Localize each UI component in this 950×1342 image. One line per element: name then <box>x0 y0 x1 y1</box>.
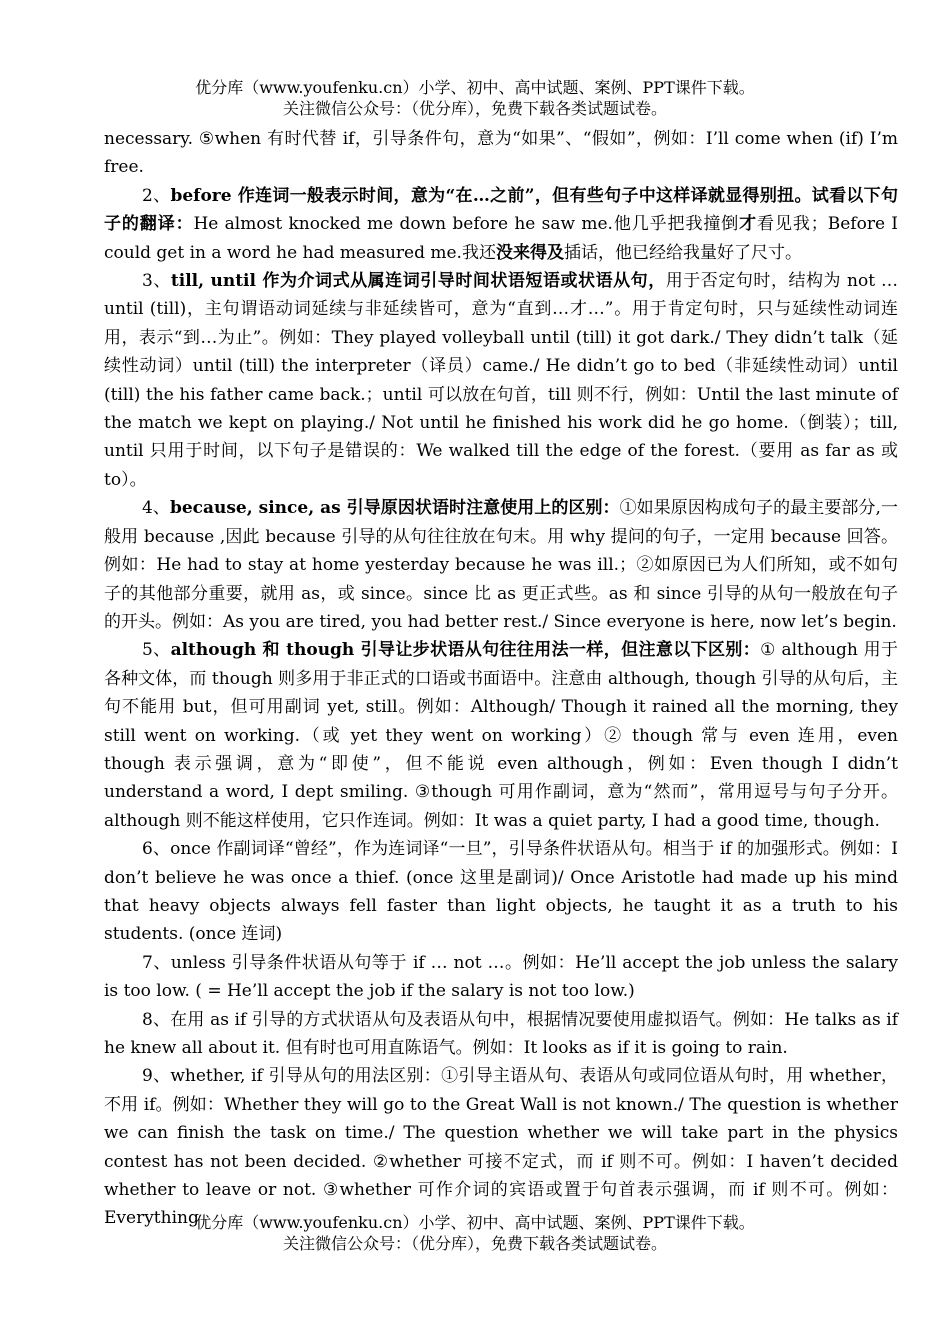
paragraph-2-text-c: 插话，他已经给我量好了尺寸。 <box>563 242 802 263</box>
paragraph-4-heading: because, since, as 引导原因状语时注意使用上的区别： <box>169 498 620 519</box>
paragraph-2 <box>104 182 898 267</box>
paragraph-4-number: 4、 <box>142 498 170 519</box>
paragraph-3-text: 用于否定句时，结构为 not …until (till)，主句谓语动词延续与非延续皆可，意为“直到…才…”。用于肯定句时，只与延续性动词连用，表示“到…为止”。例如：They played volleyball until (till) it got dark./ They didn’t talk（延续性动词）until (till) the interpreter（译员）came./ He didn’t go to bed（非延续性动词）until (till) the his father came back.；until 可以放在句首，till 则不行，例如：Until the last minute of the match we kept on playing./ Not until he finished his work did he go home.（倒装）；till, until 只用于时间，以下句子是错误的：We walked till the edge of the forest.（要用 as far as 或 to）。 <box>104 271 898 490</box>
paragraph-3 <box>104 267 898 494</box>
paragraph-2-text-b: 看见我；Before I could get in a word he had measured me.我还 <box>104 214 899 263</box>
paragraph-4 <box>104 494 898 636</box>
paragraph-2-number: 2、 <box>142 185 171 206</box>
paragraph-2-emphasis-1: 才 <box>739 214 758 235</box>
footer-line-1: 优分库（www.youfenku.cn）小学、初中、高中试题、案例、PPT课件下载。 <box>195 1213 755 1232</box>
paragraph-continuation: necessary. ⑤when 有时代替 if，引导条件句，意为“如果”、“假如”，例如：I’ll come when (if) I’m free. <box>104 129 898 178</box>
paragraph-2-emphasis-2: 没来得及 <box>495 242 564 263</box>
paragraph-5-heading: although 和 though 引导让步状语从句往往用法一样，但注意以下区别： <box>170 640 761 661</box>
paragraph-9: 9、whether, if 引导从句的用法区别：①引导主语从句、表语从句或同位语从句时，用 whether，不用 if。例如：Whether they will go to the Great Wall is not known./ The question is whether we can finish the task on time./ The question whether we will take part in the physics contest has not been decided. ②whether 可接不定式，而 if 则不可。例如：I haven’t decided whether to leave or not. ③whether 可作介词的宾语或置于句首表示强调，而 if 则不可。例如：Everything <box>104 1066 898 1229</box>
paragraph-8: 8、在用 as if 引导的方式状语从句及表语从句中，根据情况要使用虚拟语气。例如：He talks as if he knew all about it. 但有时也可用直陈语气。例如：It looks as if it is going to rain. <box>104 1009 898 1058</box>
paragraph-5-text: ① although 用于各种文体，而 though 则多用于非正式的口语或书面语中。注意由 although, though 引导的从句后，主句不能用 but，但可用副词 yet, still。例如：Although/ Though it rained all the morning, they still went on working.（或 yet they went on working）② though 常与 even 连用，even though 表示强调，意为“即使”，但不能说 even although，例如：Even though I didn’t understand a word, I dept smiling. ③though 可用作副词，意为“然而”，常用逗号与句子分开。although 则不能这样使用，它只作连词。例如：It was a quiet party, I had a good time, though. <box>104 640 898 831</box>
paragraph-2-heading: before 作连词一般表示时间，意为“在…之前”，但有些句子中这样译就显得别扭。试看以下句子的翻译： <box>104 185 898 235</box>
paragraph-6: 6、once 作副词译“曾经”，作为连词译“一旦”，引导条件状语从句。相当于 if 的加强形式。例如：I don’t believe he was once a thief. (once 这里是副词)/ Once Aristotle had made up his mind that heavy objects always fell faster than light objects, he taught it as a truth to his students. (once 连词) <box>104 839 898 945</box>
paragraph-3-number: 3、 <box>142 271 171 292</box>
header-line-2: 关注微信公众号：（优分库），免费下载各类试题试卷。 <box>282 99 667 118</box>
paragraph-4-text: ①如果原因构成句子的最主要部分,一般用 because ,因此 because 引导的从句往往放在句末。用 why 提问的句子，一定用 because 回答。例如：He had to stay at home yesterday because he was ill.；②如原因已为人们所知，或不如句子的其他部分重要，就用 as，或 since。since 比 as 更正式些。as 和 since 引导的从句一般放在句子的开头。例如：As you are tired, you had better rest./ Since everyone is here, now let’s begin. <box>104 498 898 632</box>
footer-line-2: 关注微信公众号：（优分库），免费下载各类试题试卷。 <box>282 1234 667 1253</box>
paragraph-5-number: 5、 <box>142 640 171 661</box>
document-body <box>104 125 898 1233</box>
paragraph-3-heading: till, until 作为介词式从属连词引导时间状语短语或状语从句， <box>170 271 666 292</box>
page-footer <box>0 1212 950 1254</box>
paragraph-7: 7、unless 引导条件状语从句等于 if … not …。例如：He’ll accept the job unless the salary is too low. ( = He’ll accept the job if the salary is not too low.) <box>104 952 898 1002</box>
paragraph-5 <box>104 636 898 835</box>
paragraph-2-text-a: He almost knocked me down before he saw me.他几乎把我撞倒 <box>193 214 740 235</box>
header-line-1: 优分库（www.youfenku.cn）小学、初中、高中试题、案例、PPT课件下载。 <box>195 78 755 97</box>
page-header <box>0 77 950 119</box>
